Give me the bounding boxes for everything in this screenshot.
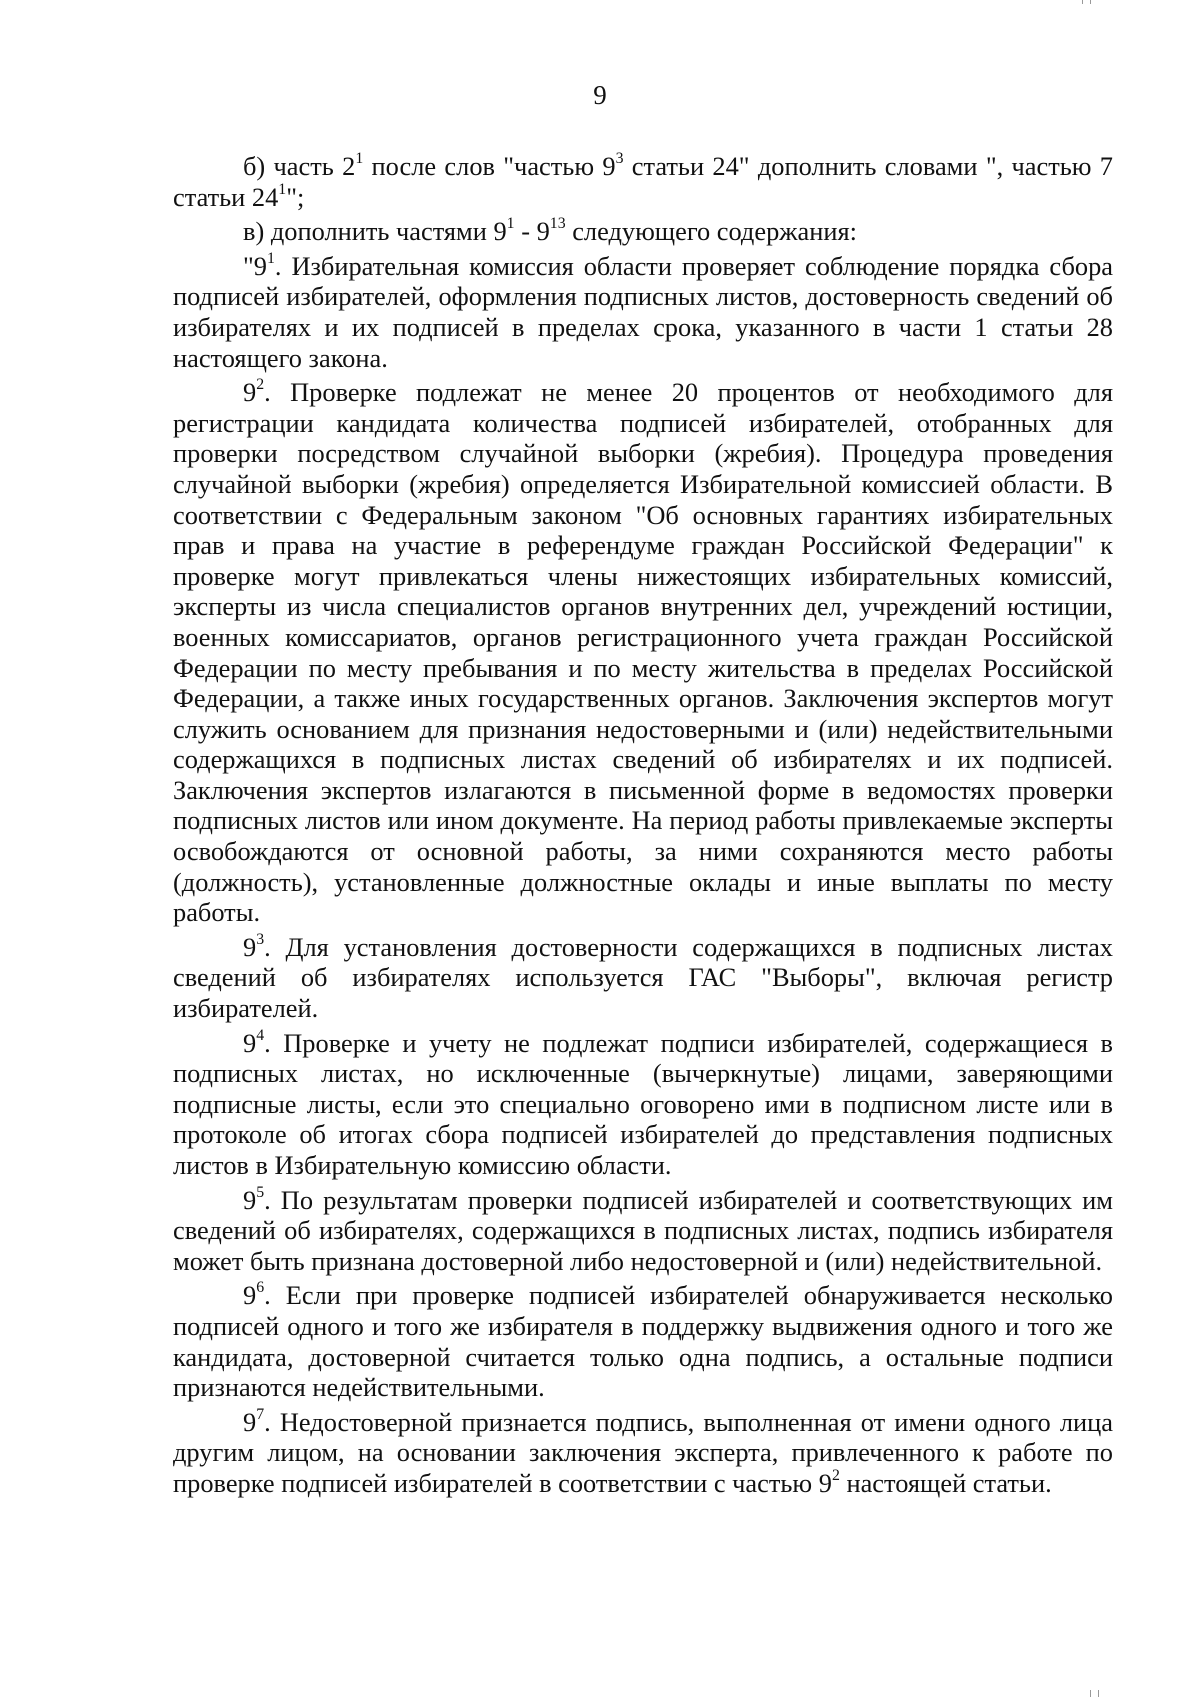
paragraph-9-5: $9^5$. По результатам проверки подписей избирателей и соответствующих им сведений об избирателях, содержащихся в подписных листах, подпись избирателя может быть признана достоверной либо недостоверной и (или) недействительной. [173,1183,1113,1276]
scan-mark-bottom [1090,1690,1091,1697]
scan-mark-top [1082,0,1083,4]
paragraph-9-3: $9^3$. Для установления достоверности содержащихся в подписных листах сведений об избирателях используется ГАС "Выборы", включая регистр избирателей. [173,930,1113,1024]
paragraph-9-2: $9^2$. Проверке подлежат не менее 20 процентов от необходимого для регистрации кандидата количества подписей избирателей, отобранных для проверки посредством случайной выборки (жребия). Процедура проведения случайной выборки (жребия) определяется Избирательной комиссией области. В соответствии с Федеральным законом "Об основных гарантиях избирательных прав и права на участие в референдуме граждан Российской Федерации" к проверке могут привлекаться члены нижестоящих избирательных комиссий, эксперты из числа специалистов органов внутренних дел, учреждений юстиции, военных комиссариатов, органов регистрационного учета граждан Российской Федерации по месту пребывания и по месту жительства в пределах Российской Федерации, а также иных государственных органов. Заключения экспертов могут служить основанием для признания недостоверными и (или) недействительными содержащихся в подписных листах сведений об избирателях и их подписей. Заключения экспертов излагаются в письменной форме в ведомостях проверки подписных листов или ином документе. На период работы привлекаемые эксперты освобождаются от основной работы, за ними сохраняются место работы (должность), установленные должностные оклады и иные выплаты по месту работы. [173,376,1113,928]
scan-mark-top [1090,0,1091,4]
paragraph-9-1: "$9^1$. Избирательная комиссия области проверяет соблюдение порядка сбора подписей избирателей, оформления подписных листов, достоверность сведений об избирателях и их подписей в пределах срока, указанного в части 1 статьи 28 настоящего закона. [173,249,1113,373]
page-number: 9 [593,80,607,110]
paragraph-9-4: $9^4$. Проверке и учету не подлежат подписи избирателей, содержащиеся в подписных листах, но исключенные (вычеркнутые) лицами, заверяющими подписные листы, если это специально оговорено ими в подписном листе или в протоколе об итогах сбора подписей избирателей до представления подписных листов в Избирательную комиссию области. [173,1026,1113,1180]
paragraph-9-6: $9^6$. Если при проверке подписей избирателей обнаруживается несколько подписей одного и того же избирателя в поддержку выдвижения одного и того же кандидата, достоверной считается только одна подпись, а остальные подписи признаются недействительными. [173,1279,1113,1403]
paragraph-9-7: $9^7$. Недостоверной признается подпись, выполненная от имени одного лица другим лицом, на основании заключения эксперта, привлеченного к работе по проверке подписей избирателей в соответствии с частью $9^2$ настоящей статьи. [173,1405,1113,1498]
paragraph-b: б) часть $2^1$ после слов "частью $9^3$ статьи 24" дополнить словами ", частью 7 статьи $24^1$"; [173,150,1113,212]
scan-mark-bottom [1098,1690,1099,1697]
document-body [173,151,1113,1503]
paragraph-v: в) дополнить частями $9^1 - 9^{13}$ следующего содержания: [243,215,857,247]
